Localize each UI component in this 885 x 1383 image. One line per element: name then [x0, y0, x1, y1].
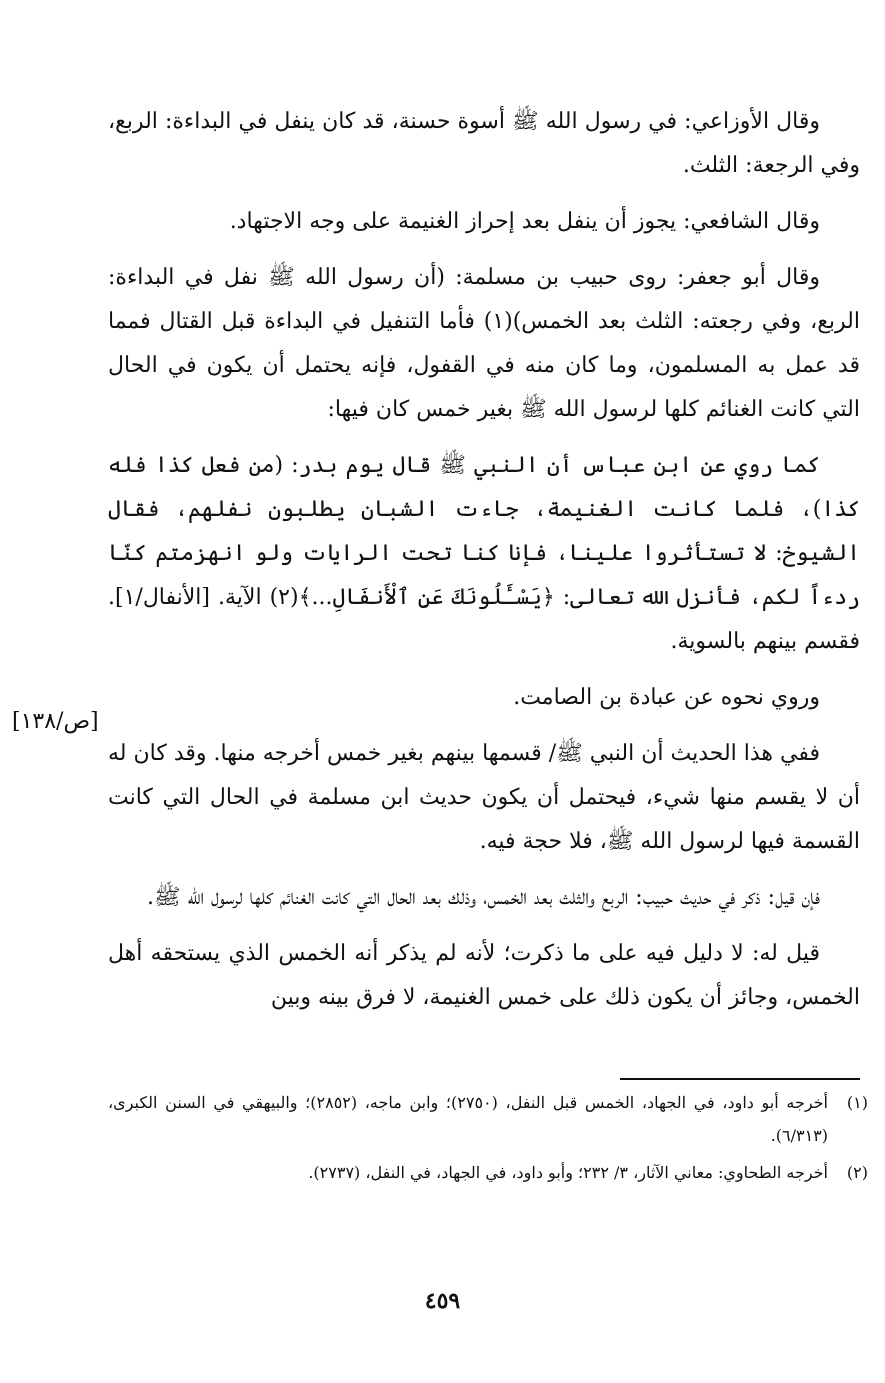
footnote-text: أخرجه الطحاوي: معاني الآثار، ٣/ ٢٣٢؛ وأبو داود، في الجهاد، في النفل، (٢٧٣٧).	[308, 1163, 828, 1182]
paragraph-shafii: وقال الشافعي: يجوز أن ينفل بعد إحراز الغنيمة على وجه الاجتهاد.	[229, 209, 820, 234]
paragraph-hadith-discussion: ففي هذا الحديث أن النبي ﷺ/ قسمها بينهم بغير خمس أخرجه منها. وقد كان له أن لا يقسم منها شيء، فيحتمل أن يكون حديث ابن مسلمة في الحال التي كانت القسمة فيها لرسول الله ﷺ، فلا حجة فيه.	[108, 741, 860, 854]
paragraph-ubada: وروي نحوه عن عبادة بن الصامت.	[513, 685, 820, 710]
footnote-text: أخرجه أبو داود، في الجهاد، الخمس قبل النفل، (٢٧٥٠)؛ وابن ماجه، (٢٨٥٢)؛ والبيهقي في السنن الكبرى، (٦/٣١٣).	[108, 1093, 828, 1145]
paragraph-objection: فإن قيل: ذكر في حديث حبيب: الربع والثلث بعد الخمس، وذلك بعد الحال التي كانت الغنائم كلها لرسول الله ﷺ.	[147, 885, 820, 910]
footnote-2	[108, 1156, 868, 1189]
footnote-number: (٢)	[846, 1163, 868, 1182]
paragraph-reply: قيل له: لا دليل فيه على ما ذكرت؛ لأنه لم يذكر أنه الخمس الذي يستحقه أهل الخمس، وجائز أن يكون ذلك على خمس الغنيمة، لا فرق بينه وبين	[108, 941, 860, 1010]
page-number: ٤٥٩	[424, 1288, 461, 1314]
paragraph-abu-jafar: وقال أبو جعفر: روى حبيب بن مسلمة: (أن رسول الله ﷺ نفل في البداءة: الربع، وفي رجعته: الثلث بعد الخمس)(١) فأما التنفيل في البداءة قبل القتال فمما قد عمل به المسلمون، وما كان منه في القفول، فإنه يحتمل أن يكون في الحال التي كانت الغنائم كلها لرسول الله ﷺ بغير خمس كان فيها:	[108, 265, 860, 422]
paragraph-ibn-abbas: كما روي عن ابن عباس أن النبي ﷺ قال يوم بدر: (من فعل كذا فله كذا)، فلما كانت الغنيمة، جاءت الشبان يطلبون نفلهم، فقال الشيوخ: لا تستأثروا علينا، فإنا كنا تحت الرايات ولو انهزمتم كنّا ردءاً لكم، فأنزل الله تعالى: ﴿يَسْـَٔلُونَكَ عَنِ ٱلْأَنفَالِ...﴾(٢) الآية. [الأنفال/١]. فقسم بينهم بالسوية.	[108, 453, 861, 654]
footnotes	[108, 1086, 868, 1193]
footnote-number: (١)	[846, 1093, 868, 1112]
footnote-1	[108, 1086, 868, 1152]
manuscript-page-reference: [ص/١٣٨]	[12, 709, 99, 734]
footnote-separator	[620, 1078, 860, 1080]
main-text	[108, 100, 860, 1032]
paragraph-awzai: وقال الأوزاعي: في رسول الله ﷺ أسوة حسنة، قد كان ينفل في البداءة: الربع، وفي الرجعة: الثلث.	[108, 109, 860, 178]
